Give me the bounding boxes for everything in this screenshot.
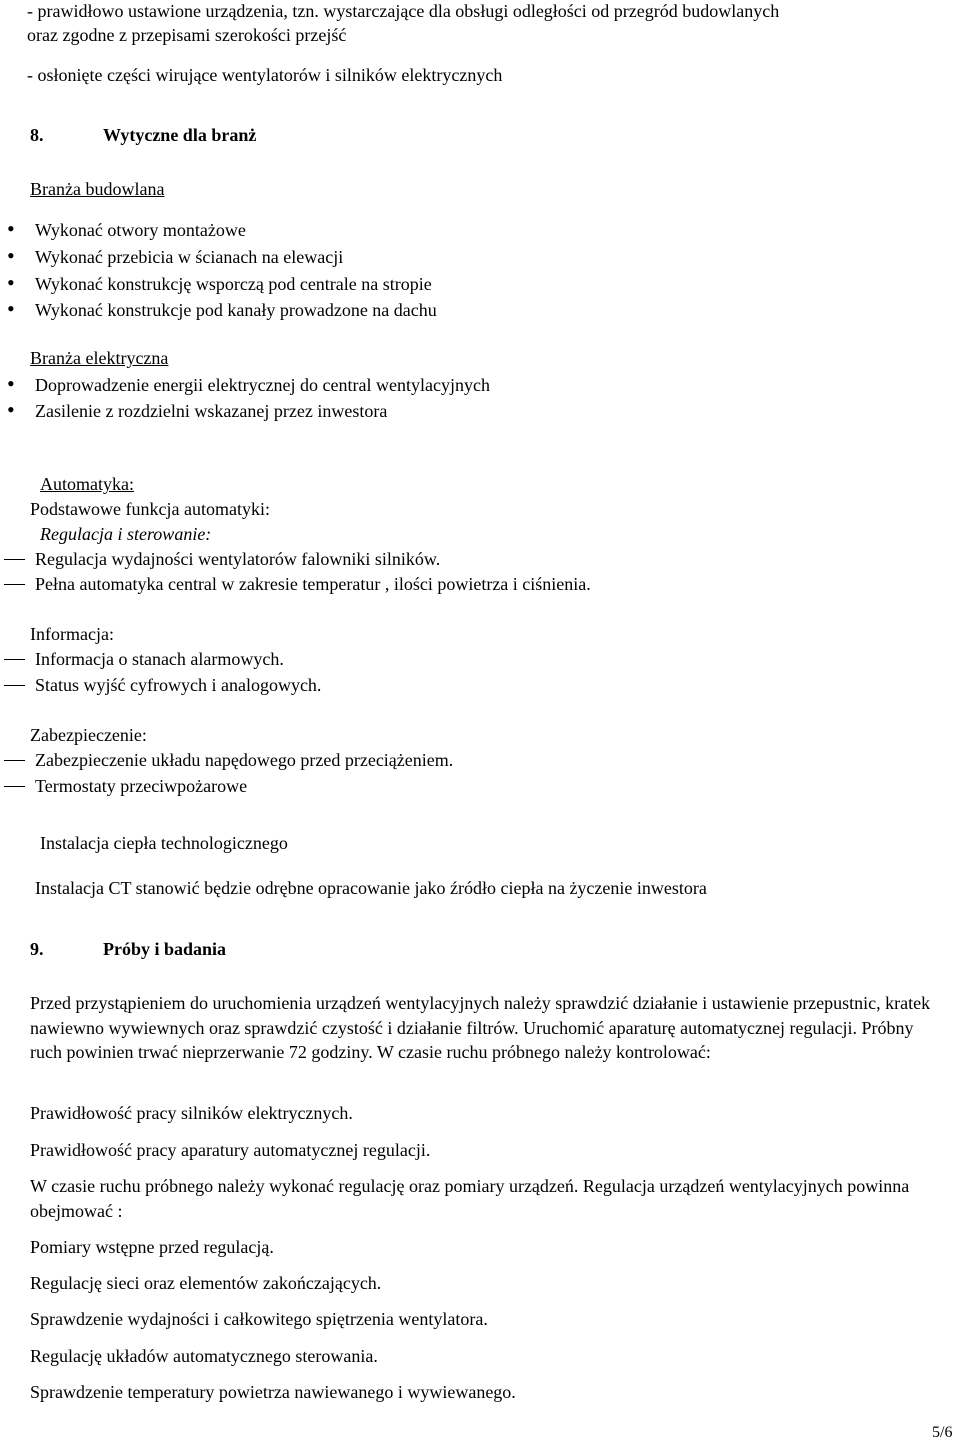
paragraph: Prawidłowość pracy aparatury automatycznej regulacji. [30, 1140, 431, 1160]
regulacja-item: Pełna automatyka central w zakresie temperatur , ilości powietrza i ciśnienia. [35, 574, 591, 594]
zabezpieczenie-heading: Zabezpieczenie: [30, 725, 147, 745]
dash-icon [4, 685, 25, 686]
paragraph: Sprawdzenie wydajności i całkowitego spiętrzenia wentylatora. [30, 1309, 488, 1329]
elektryczna-item: Doprowadzenie energii elektrycznej do central wentylacyjnych [35, 375, 490, 395]
top-line-2: oraz zgodne z przepisami szerokości przejść [27, 25, 347, 45]
zabezpieczenie-item: Zabezpieczenie układu napędowego przed przeciążeniem. [35, 750, 454, 770]
elektryczna-heading: Branża elektryczna [30, 348, 169, 368]
informacja-item: Informacja o stanach alarmowych. [35, 649, 284, 669]
dash-icon [4, 659, 25, 660]
paragraph: Pomiary wstępne przed regulacją. [30, 1237, 274, 1257]
bullet-icon: • [7, 243, 15, 268]
paragraph: Regulację sieci oraz elementów zakończających. [30, 1273, 382, 1293]
bullet-icon: • [7, 216, 15, 241]
budowlana-heading: Branża budowlana [30, 179, 165, 199]
bullet-icon: • [7, 371, 15, 396]
paragraph: Sprawdzenie temperatury powietrza nawiewanego i wywiewanego. [30, 1382, 516, 1402]
budowlana-item: Wykonać konstrukcje pod kanały prowadzone na dachu [35, 300, 437, 320]
regulacja-item: Regulacja wydajności wentylatorów falowniki silników. [35, 549, 441, 569]
dash-icon [4, 559, 25, 560]
regulacja-heading: Regulacja i sterowanie: [40, 524, 212, 544]
dash-icon [4, 760, 25, 761]
paragraph: Regulację układów automatycznego sterowania. [30, 1346, 378, 1366]
section-8-number: 8. [30, 125, 44, 145]
top-line-1: - prawidłowo ustawione urządzenia, tzn. wystarczające dla obsługi odległości od przegród budowlanych [27, 1, 780, 21]
informacja-heading: Informacja: [30, 624, 114, 644]
zabezpieczenie-item: Termostaty przeciwpożarowe [35, 776, 248, 796]
bullet-icon: • [7, 270, 15, 295]
dash-icon [4, 584, 25, 585]
paragraph: Prawidłowość pracy silników elektrycznych. [30, 1103, 353, 1123]
section-9-title: Próby i badania [103, 939, 227, 959]
budowlana-item: Wykonać konstrukcję wsporczą pod centrale na stropie [35, 274, 432, 294]
section-9-intro: Przed przystąpieniem do uruchomienia urządzeń wentylacyjnych należy sprawdzić działanie i ustawienie przepustnic, kratek nawiewno wywiewnych oraz sprawdzić czystość i działanie filtrów. Uruchomić aparaturę automatycznej regulacji. Próbny ruch powinien trwać nieprzerwanie 72 godziny. W czasie ruchu próbnego należy kontrolować: [30, 993, 931, 1062]
bullet-icon: • [7, 397, 15, 422]
automatyka-subtitle: Podstawowe funkcja automatyki: [30, 499, 270, 519]
budowlana-item: Wykonać przebicia w ścianach na elewacji [35, 247, 344, 267]
automatyka-heading: Automatyka: [40, 474, 134, 494]
elektryczna-item: Zasilenie z rozdzielni wskazanej przez inwestora [35, 401, 388, 421]
top-line-3: - osłonięte części wirujące wentylatorów i silników elektrycznych [27, 65, 503, 85]
section-8-title: Wytyczne dla branż [103, 125, 257, 145]
dash-icon [4, 786, 25, 787]
paragraph: W czasie ruchu próbnego należy wykonać regulację oraz pomiary urządzeń. Regulacja urządzeń wentylacyjnych powinna obejmować : [30, 1176, 910, 1221]
bullet-icon: • [7, 296, 15, 321]
section-9-number: 9. [30, 939, 44, 959]
informacja-item: Status wyjść cyfrowych i analogowych. [35, 675, 322, 695]
ct-text: Instalacja CT stanowić będzie odrębne opracowanie jako źródło ciepła na życzenie inwestora [35, 878, 707, 898]
budowlana-item: Wykonać otwory montażowe [35, 220, 246, 240]
page-number: 5/6 [932, 1424, 953, 1441]
ct-heading: Instalacja ciepła technologicznego [40, 833, 288, 853]
